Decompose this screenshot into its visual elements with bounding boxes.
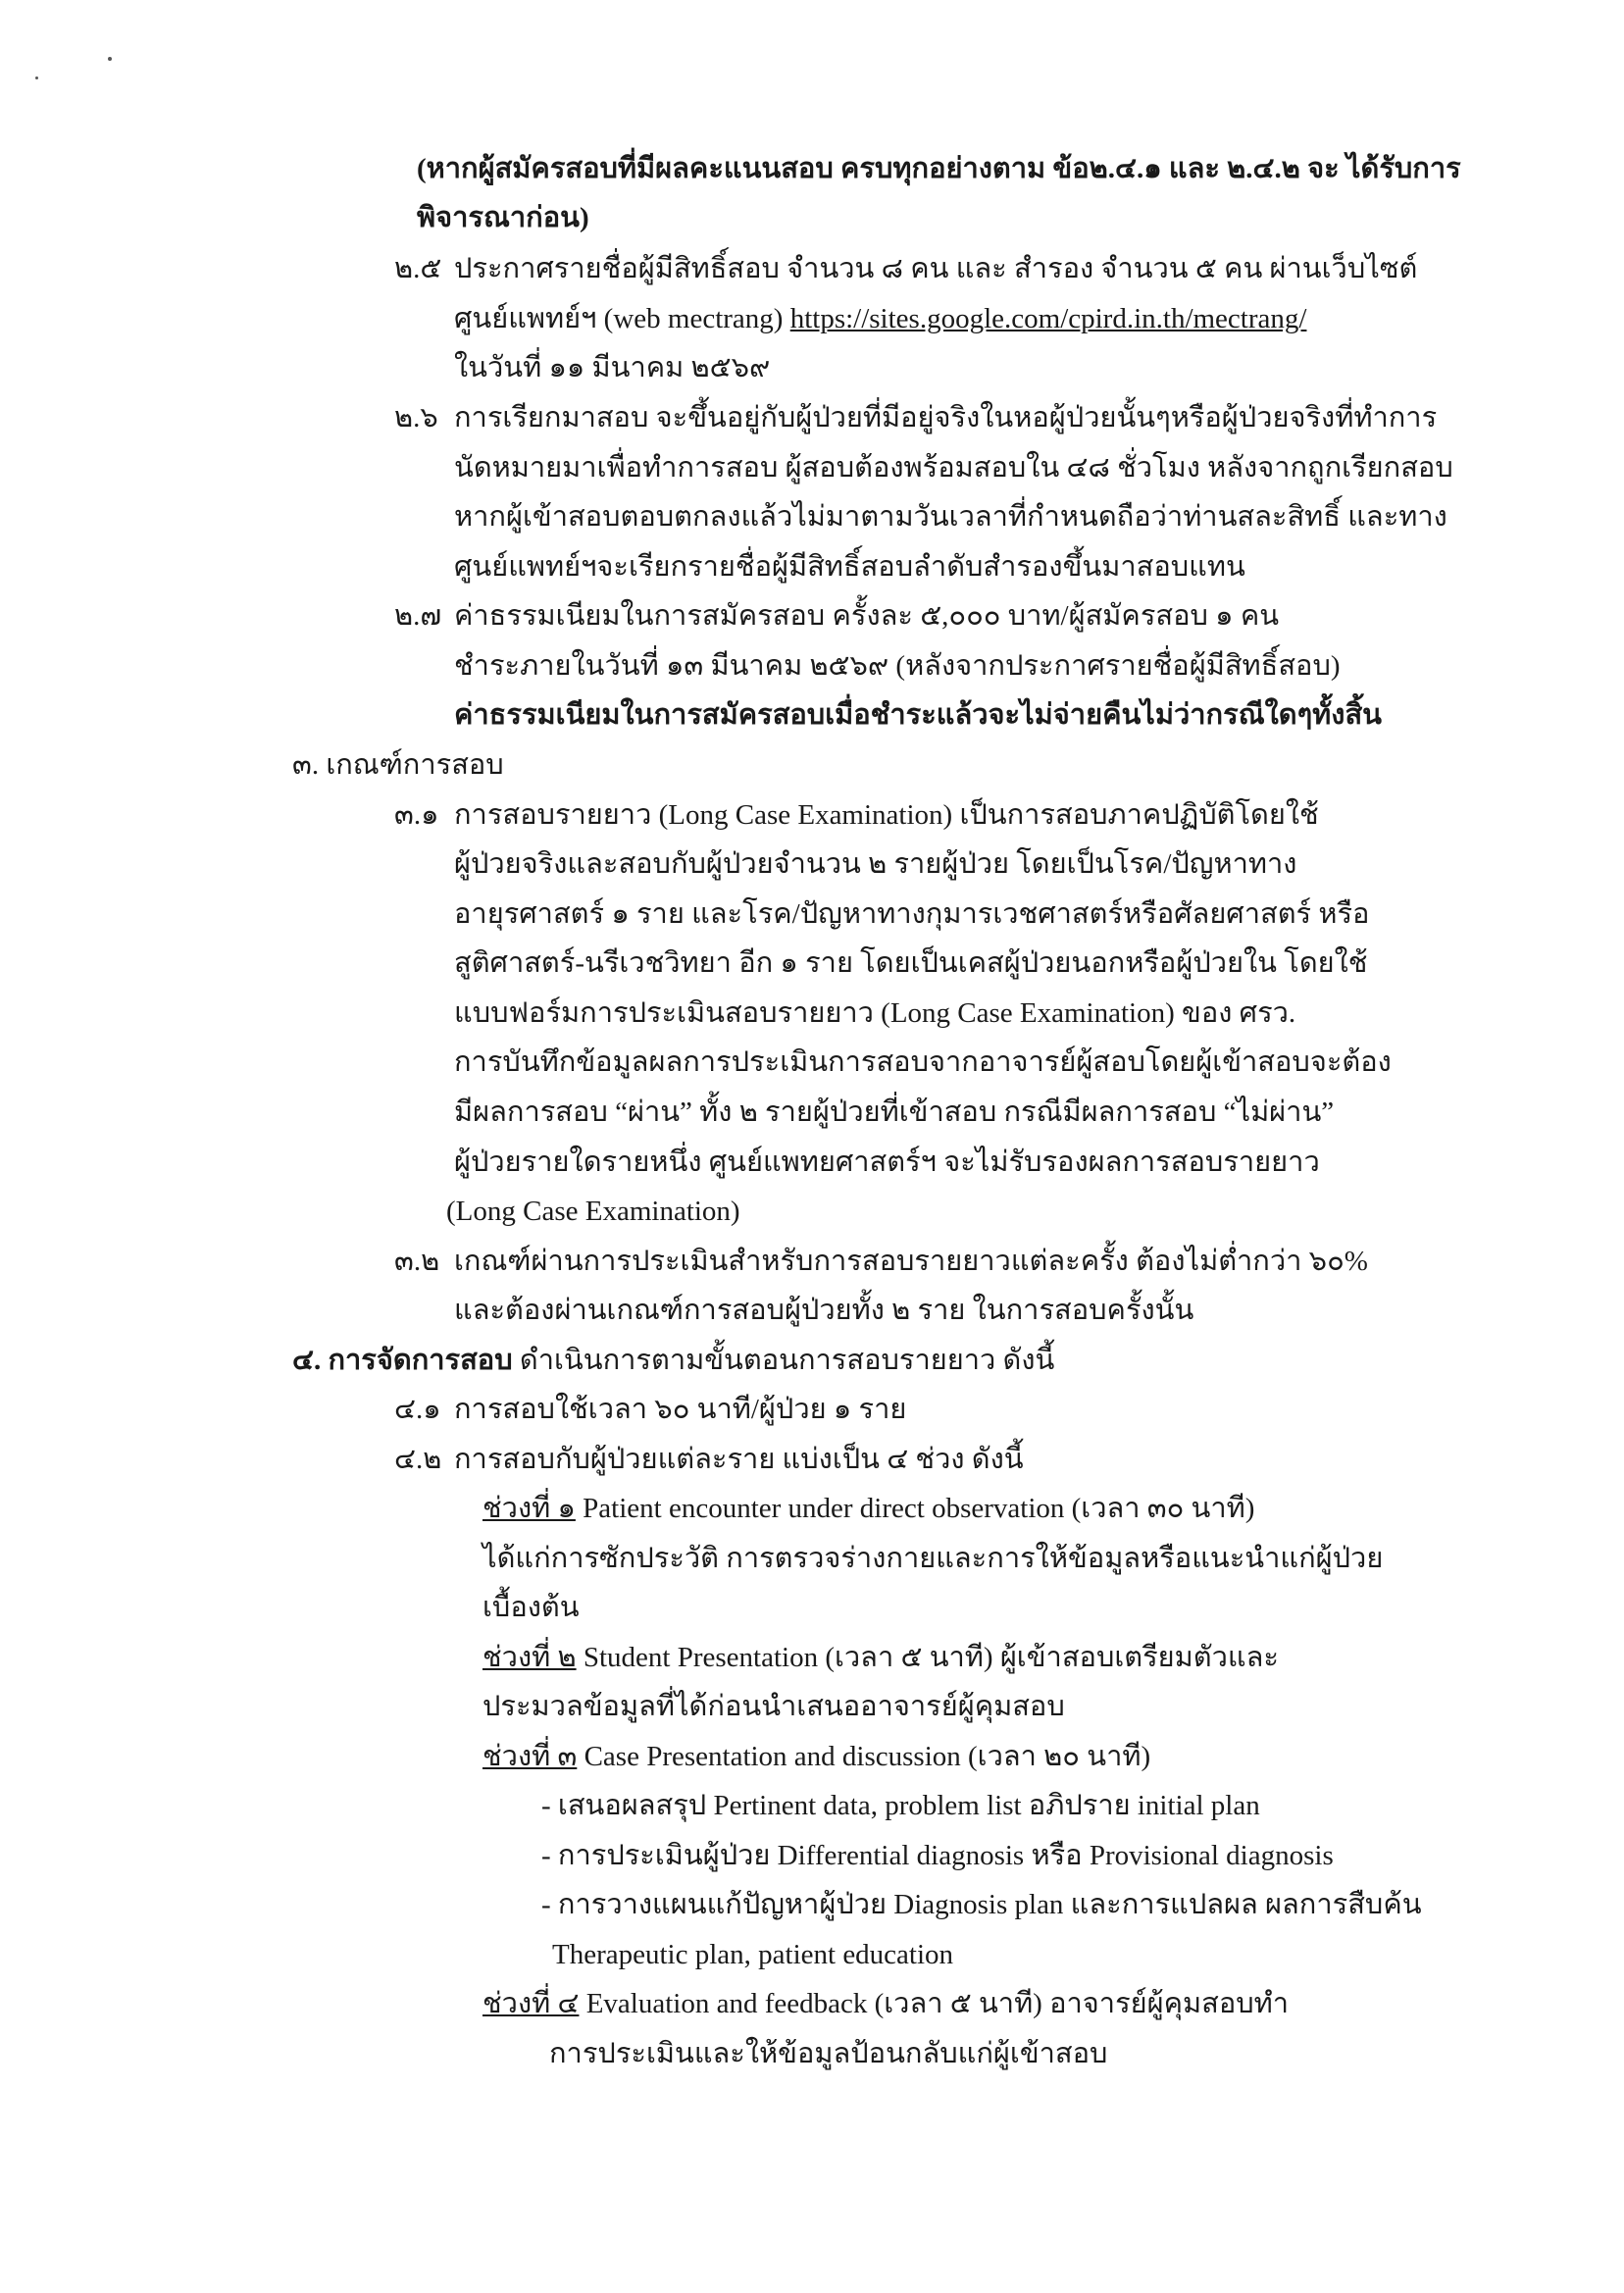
s26-number: ๒.๖ <box>394 402 438 433</box>
scan-speck <box>35 76 38 79</box>
scan-speck <box>108 57 112 61</box>
period2-line1 <box>482 1638 1279 1677</box>
period3-line1 <box>482 1737 1150 1776</box>
s24-note-line1: (หากผู้สมัครสอบที่มีผลคะแนนสอบ ครบทุกอย่างตาม ข้อ๒.๔.๑ และ ๒.๔.๒ จะ ได้รับการ <box>417 153 1461 184</box>
s31-line8: ผู้ป่วยรายใดรายหนึ่ง ศูนย์แพทยศาสตร์ฯ จะไม่รับรองผลการสอบรายยาว <box>454 1146 1320 1178</box>
s31-line9: (Long Case Examination) <box>446 1196 740 1227</box>
period4-line2: การประเมินและให้ข้อมูลป้อนกลับแก่ผู้เข้าสอบ <box>549 2038 1108 2069</box>
s32-number: ๓.๒ <box>394 1246 440 1277</box>
period3-bullet2: - การประเมินผู้ป่วย Differential diagnosis หรือ Provisional diagnosis <box>541 1840 1334 1871</box>
s27-number: ๒.๗ <box>394 600 442 632</box>
s25-number: ๒.๕ <box>394 253 442 284</box>
period3-bullet3-cont: Therapeutic plan, patient education <box>552 1939 954 1970</box>
period3-bullet1: - เสนอผลสรุป Pertinent data, problem list อภิปราย initial plan <box>541 1790 1260 1821</box>
period2-line2: ประมวลข้อมูลที่ได้ก่อนนำเสนออาจารย์ผู้คุมสอบ <box>482 1691 1065 1722</box>
period4-title: Evaluation and feedback (เวลา ๕ นาที) อาจารย์ผู้คุมสอบทำ <box>585 1988 1290 2019</box>
s27-line3: ค่าธรรมเนียมในการสมัครสอบเมื่อชำระแล้วจะไม่จ่ายคืนไม่ว่ากรณีใดๆทั้งสิ้น <box>454 699 1382 731</box>
s25-line3: ในวันที่ ๑๑ มีนาคม ๒๕๖๙ <box>454 352 771 383</box>
period1-title: Patient encounter under direct observation (เวลา ๓๐ นาที) <box>583 1493 1255 1524</box>
s41-text: การสอบใช้เวลา ๖๐ นาที/ผู้ป่วย ๑ ราย <box>454 1394 907 1425</box>
s31-number: ๓.๑ <box>394 799 439 831</box>
s32-line1: เกณฑ์ผ่านการประเมินสำหรับการสอบรายยาวแต่ละครั้ง ต้องไม่ต่ำกว่า ๖๐% <box>454 1246 1368 1277</box>
s4-heading <box>292 1341 1054 1380</box>
mectrang-website-link[interactable]: https://sites.google.com/cpird.in.th/mectrang/ <box>789 303 1307 334</box>
period4-line1 <box>482 1984 1289 2023</box>
s26-line2: นัดหมายมาเพื่อทำการสอบ ผู้สอบต้องพร้อมสอบใน ๔๘ ชั่วโมง หลังจากถูกเรียกสอบ <box>454 452 1453 484</box>
period1-label: ช่วงที่ ๑ <box>482 1493 576 1524</box>
period3-label: ช่วงที่ ๓ <box>482 1741 578 1772</box>
s42-text: การสอบกับผู้ป่วยแต่ละราย แบ่งเป็น ๔ ช่วง ดังนี้ <box>454 1444 1024 1475</box>
s31-line4: สูติศาสตร์-นรีเวชวิทยา อีก ๑ ราย โดยเป็นเคสผู้ป่วยนอกหรือผู้ป่วยใน โดยใช้ <box>454 947 1368 979</box>
s31-line1: การสอบรายยาว (Long Case Examination) เป็นการสอบภาคปฏิบัติโดยใช้ <box>454 799 1319 831</box>
period2-label: ช่วงที่ ๒ <box>482 1642 577 1673</box>
s41-number: ๔.๑ <box>394 1394 441 1425</box>
s31-line2: ผู้ป่วยจริงและสอบกับผู้ป่วยจำนวน ๒ รายผู้ป่วย โดยเป็นโรค/ปัญหาทาง <box>454 848 1297 880</box>
s32-line2: และต้องผ่านเกณฑ์การสอบผู้ป่วยทั้ง ๒ ราย ในการสอบครั้งนั้น <box>454 1295 1194 1326</box>
period4-label: ช่วงที่ ๔ <box>482 1988 580 2019</box>
s4-heading-bold: ๔. การจัดการสอบ <box>292 1345 513 1376</box>
period3-bullet3: - การวางแผนแก้ปัญหาผู้ป่วย Diagnosis plan และการแปลผล ผลการสืบค้น <box>541 1889 1422 1920</box>
period1-line3: เบื้องต้น <box>482 1592 580 1623</box>
s26-line3: หากผู้เข้าสอบตอบตกลงแล้วไม่มาตามวันเวลาที่กำหนดถือว่าท่านสละสิทธิ์ และทาง <box>454 501 1447 533</box>
s26-line1: การเรียกมาสอบ จะขึ้นอยู่กับผู้ป่วยที่มีอยู่จริงในหอผู้ป่วยนั้นๆหรือผู้ป่วยจริงที่ทำการ <box>454 402 1438 433</box>
s25-line2-text: ศูนย์แพทย์ฯ (web mectrang) <box>454 303 784 334</box>
s31-line5: แบบฟอร์มการประเมินสอบรายยาว (Long Case Examination) ของ ศรว. <box>454 997 1296 1029</box>
period1-line2: ได้แก่การซักประวัติ การตรวจร่างกายและการให้ข้อมูลหรือแนะนำแก่ผู้ป่วย <box>482 1543 1384 1574</box>
s3-heading: ๓. เกณฑ์การสอบ <box>292 749 504 781</box>
s4-heading-rest: ดำเนินการตามขั้นตอนการสอบรายยาว ดังนี้ <box>519 1345 1055 1376</box>
s25-line2 <box>454 299 1306 338</box>
s31-line6: การบันทึกข้อมูลผลการประเมินการสอบจากอาจารย์ผู้สอบโดยผู้เข้าสอบจะต้อง <box>454 1046 1392 1078</box>
s42-number: ๔.๒ <box>394 1444 442 1475</box>
period3-title: Case Presentation and discussion (เวลา ๒๐ นาที) <box>584 1741 1151 1772</box>
period1-line1 <box>482 1489 1254 1528</box>
s25-line1: ประกาศรายชื่อผู้มีสิทธิ์สอบ จำนวน ๘ คน และ สำรอง จำนวน ๕ คน ผ่านเว็บไซต์ <box>454 253 1418 284</box>
s31-line3: อายุรศาสตร์ ๑ ราย และโรค/ปัญหาทางกุมารเวชศาสตร์หรือศัลยศาสตร์ หรือ <box>454 898 1370 930</box>
s27-line1: ค่าธรรมเนียมในการสมัครสอบ ครั้งละ ๕,๐๐๐ บาท/ผู้สมัครสอบ ๑ คน <box>454 600 1280 632</box>
period2-title: Student Presentation (เวลา ๕ นาที) ผู้เข้าสอบเตรียมตัวและ <box>583 1642 1279 1673</box>
s26-line4: ศูนย์แพทย์ฯจะเรียกรายชื่อผู้มีสิทธิ์สอบลำดับสำรองขึ้นมาสอบแทน <box>454 551 1245 583</box>
s24-note-line2: พิจารณาก่อน) <box>417 202 589 233</box>
s31-line7: มีผลการสอบ “ผ่าน” ทั้ง ๒ รายผู้ป่วยที่เข้าสอบ กรณีมีผลการสอบ “ไม่ผ่าน” <box>454 1096 1335 1128</box>
s27-line2: ชำระภายในวันที่ ๑๓ มีนาคม ๒๕๖๙ (หลังจากประกาศรายชื่อผู้มีสิทธิ์สอบ) <box>454 650 1341 682</box>
